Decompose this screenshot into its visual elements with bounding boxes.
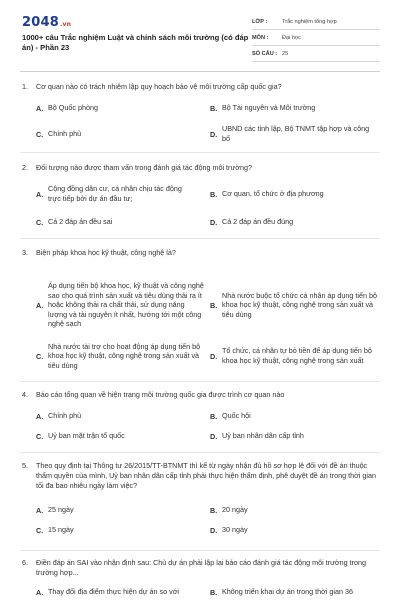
option-letter: A.	[36, 103, 44, 113]
option-b[interactable]	[210, 586, 378, 598]
logo-main: 2048	[22, 15, 59, 30]
option-grid	[22, 268, 378, 378]
question-2	[22, 163, 378, 235]
option-letter: D.	[210, 431, 218, 441]
option-text: Thay đổi địa điểm thực hiện dự án so với	[48, 587, 179, 597]
question-stem	[22, 82, 378, 92]
question-text: Biện pháp khoa học kỹ thuật, công nghệ là?	[36, 248, 176, 257]
meta-row-class	[252, 14, 380, 30]
option-letter: B.	[210, 189, 218, 199]
question-text: Điền đáp án SAI vào nhận định sau: Chủ dự án phải lập lại báo cáo đánh giá tác động môi trường trong trường hợp...	[36, 558, 367, 577]
question-number: 5.	[22, 461, 28, 470]
option-c[interactable]	[36, 216, 196, 228]
option-letter: D.	[210, 351, 218, 361]
question-text: Đối tượng nào được tham vấn trong đánh giá tác động môi trường?	[36, 163, 252, 172]
document-header	[0, 0, 400, 72]
meta-row-subject	[252, 30, 380, 46]
option-grid	[22, 102, 378, 146]
meta-row-count	[252, 46, 380, 62]
question-stem	[22, 461, 378, 491]
option-letter: A.	[36, 300, 44, 310]
option-letter: C.	[36, 217, 44, 227]
question-divider	[20, 452, 380, 453]
option-d[interactable]	[210, 216, 378, 228]
option-a[interactable]	[36, 586, 204, 598]
option-grid	[22, 183, 378, 235]
question-number: 2.	[22, 163, 28, 172]
option-letter: B.	[210, 505, 218, 515]
option-grid	[22, 504, 378, 548]
question-number: 4.	[22, 390, 28, 399]
option-b[interactable]	[210, 504, 378, 516]
question-number: 3.	[22, 248, 28, 257]
option-letter: D.	[210, 525, 218, 535]
option-c[interactable]	[36, 430, 196, 442]
question-text: Cơ quan nào có trách nhiệm lập quy hoạch bảo vệ môi trường cấp quốc gia?	[36, 82, 282, 91]
option-b[interactable]	[210, 410, 378, 422]
option-text: 25 ngày	[48, 505, 74, 515]
option-letter: C.	[36, 129, 44, 139]
question-divider	[20, 238, 380, 239]
option-d[interactable]	[210, 524, 378, 536]
option-letter: B.	[210, 411, 218, 421]
meta-value: Đại học	[282, 34, 301, 41]
option-text: 15 ngày	[48, 525, 74, 535]
option-d[interactable]	[210, 430, 378, 442]
question-3	[22, 248, 378, 378]
meta-key: MÔN :	[252, 34, 269, 41]
option-letter: C.	[36, 525, 44, 535]
site-logo[interactable]	[22, 15, 71, 30]
document-meta	[252, 14, 380, 62]
option-b[interactable]	[210, 183, 378, 205]
option-text: Chính phủ	[48, 411, 82, 421]
option-letter: B.	[210, 103, 218, 113]
question-5	[22, 461, 378, 548]
option-text: Nhà nước buộc tổ chức cá nhân áp dụng tiến bộ khoa học kỹ thuật, công nghệ trong sản xuất và tiêu dùng	[222, 290, 377, 319]
option-a[interactable]	[36, 504, 196, 516]
option-text: Cộng đồng dân cư, cá nhân chịu tác động trực tiếp bởi dự án đầu tư;	[48, 184, 182, 203]
option-text: 20 ngày	[222, 505, 248, 515]
option-text: Không triển khai dự án trong thời gian 36	[222, 587, 353, 597]
option-grid	[22, 410, 378, 454]
question-divider	[20, 381, 380, 382]
header-divider	[20, 71, 380, 72]
meta-value: 25	[282, 50, 289, 57]
option-c[interactable]	[36, 124, 196, 144]
question-stem	[22, 163, 378, 173]
meta-key: SỐ CÂU :	[252, 50, 278, 57]
option-text: Cả 2 đáp án đều đúng	[222, 217, 294, 227]
option-a[interactable]	[36, 102, 196, 114]
option-text: Nhà nước tài trợ cho hoạt động áp dụng tiến bộ khoa học kỹ thuật, công nghệ trong sản xuất và tiêu dùng	[48, 341, 201, 370]
option-letter: A.	[36, 505, 44, 515]
option-text: Áp dụng tiến bộ khoa học, kỹ thuật và công nghệ sao cho quá trình sản xuất và tiêu dùng thải ra ít hoặc không thải ra chất thải, sử dụng năng lượng và tài nguyên ít nhất, hướng tới một công nghệ sạch	[48, 281, 204, 329]
question-stem	[22, 558, 378, 578]
option-text: Cả 2 đáp án đều sai	[48, 217, 113, 227]
option-text: Uỷ ban nhân dân cấp tỉnh	[222, 431, 304, 441]
option-c[interactable]	[36, 340, 204, 372]
question-4	[22, 390, 378, 454]
question-divider	[20, 152, 380, 153]
option-text: Cơ quan, tổ chức ở địa phương	[222, 189, 324, 199]
option-b[interactable]	[210, 102, 378, 114]
option-letter: C.	[36, 351, 44, 361]
question-number: 1.	[22, 82, 28, 91]
option-text: Tổ chức, cá nhân tự bỏ tiền để áp dụng tiến bộ khoa học kỹ thuật, công nghệ trong sản xuất	[222, 346, 372, 365]
option-letter: A.	[36, 587, 44, 597]
option-text: Bộ Quốc phòng	[48, 103, 98, 113]
option-letter: B.	[210, 300, 218, 310]
question-text: Theo quy định tại Thông tư 26/2015/TT-BTNMT thì kể từ ngày nhận đủ hồ sơ hợp lệ đối với đề án thuộc thẩm quyền của mình, Uỷ ban nhân dân cấp tỉnh phải thực hiện thẩm định, phê duyệt đề án trong thời gian tối đa bao nhiêu ngày làm việc?	[36, 461, 376, 490]
option-d[interactable]	[210, 340, 378, 372]
option-a[interactable]	[36, 183, 196, 205]
logo-suffix: .vn	[59, 21, 72, 28]
question-divider	[20, 550, 380, 551]
option-a[interactable]	[36, 410, 196, 422]
meta-value: Trắc nghiệm tổng hợp	[282, 18, 337, 25]
option-letter: A.	[36, 189, 44, 199]
meta-key: LỚP :	[252, 18, 268, 25]
option-grid	[22, 586, 378, 600]
option-text: Chính phủ	[48, 129, 82, 139]
option-letter: C.	[36, 431, 44, 441]
option-b[interactable]	[210, 280, 378, 330]
option-d[interactable]	[210, 124, 378, 144]
question-stem	[22, 390, 378, 400]
option-letter: B.	[210, 587, 218, 597]
question-1	[22, 82, 378, 146]
document-title: 1000+ câu Trắc nghiệm Luật và chính sách môi trường (có đáp án) - Phần 23	[22, 33, 249, 52]
option-c[interactable]	[36, 524, 196, 536]
question-number: 6.	[22, 558, 28, 567]
option-text: Quốc hội	[222, 411, 251, 421]
question-6	[22, 558, 378, 600]
option-letter: A.	[36, 411, 44, 421]
question-stem	[22, 248, 378, 258]
question-text: Báo cáo tổng quan về hiện trạng môi trường quốc gia được trình cơ quan nào	[36, 390, 285, 399]
option-text: 30 ngày	[222, 525, 248, 535]
option-text: Uỷ ban mặt trận tổ quốc	[48, 431, 125, 441]
option-letter: D.	[210, 217, 218, 227]
option-a[interactable]	[36, 280, 204, 330]
option-letter: D.	[210, 129, 218, 139]
option-text: UBND các tỉnh lập, Bộ TNMT tập hợp và công bố	[222, 124, 370, 143]
option-text: Bộ Tài nguyên và Môi trường	[222, 103, 316, 113]
